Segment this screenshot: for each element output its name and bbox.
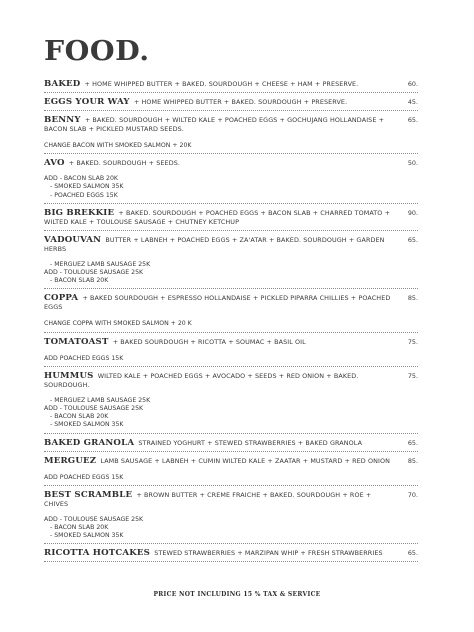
add-on-list bbox=[44, 397, 418, 430]
menu-item bbox=[44, 236, 418, 290]
menu-item-description: WILTED KALE + POACHED EGGS + AVOCADO + SEEDS + RED ONION + BAKED. SOURDOUGH. bbox=[44, 371, 359, 389]
menu-item-price: 65. bbox=[407, 549, 418, 558]
menu-item-description: + BAKED. SOURDOUGH + POACHED EGGS + BACON SLAB + CHARRED TOMATO + WILTED KALE + TOULOUSE SAUSAGE + CHUTNEY KETCHUP bbox=[44, 208, 391, 226]
menu-item bbox=[44, 372, 418, 434]
menu-item-price: 65. bbox=[407, 438, 418, 447]
menu-item-name: EGGS YOUR WAY bbox=[44, 97, 130, 107]
menu-item-description: BUTTER + LABNEH + POACHED EGGS + ZA'ATAR + BAKED. SOURDOUGH + GARDEN HERBS bbox=[44, 235, 385, 253]
menu-item-name: BAKED GRANOLA bbox=[44, 437, 135, 448]
page-title: FOOD. bbox=[44, 36, 150, 67]
menu-item-name: VADOUVAN bbox=[44, 234, 102, 245]
menu-item bbox=[44, 338, 418, 367]
menu-item bbox=[44, 457, 418, 486]
menu-item bbox=[44, 491, 418, 545]
menu-item-price: 85. bbox=[407, 456, 418, 465]
add-on-option: - BACON SLAB 20K bbox=[50, 524, 109, 532]
menu-item-description: + BAKED SOURDOUGH + RICOTTA + SOUMAC + BASIL OIL bbox=[112, 337, 306, 346]
menu-item-name: HUMMUS bbox=[44, 370, 94, 381]
menu-list bbox=[44, 80, 418, 567]
menu-item-name: BENNY bbox=[44, 115, 81, 125]
menu-item-price: 85. bbox=[407, 294, 418, 303]
add-on-list bbox=[44, 175, 418, 200]
add-on-option: - BACON SLAB 20K bbox=[50, 413, 109, 421]
menu-item-name: BAKED bbox=[44, 79, 81, 89]
add-on-option: ADD - TOULOUSE SAUSAGE 25K bbox=[44, 269, 144, 277]
add-on-option: - POACHED EGGS 15K bbox=[50, 191, 118, 199]
menu-item bbox=[44, 549, 418, 562]
menu-item-price: 65. bbox=[407, 116, 418, 124]
menu-item-description: + BAKED. SOURDOUGH + SEEDS. bbox=[68, 159, 181, 168]
add-on-option: - SMOKED SALMON 35K bbox=[50, 532, 124, 540]
menu-item-name: AVO bbox=[44, 158, 65, 169]
menu-item-description: STEWED STRAWBERRIES + MARZIPAN WHIP + FRESH STRAWBERRIES bbox=[154, 549, 383, 558]
menu-item-name: COPPA bbox=[44, 293, 79, 304]
menu-item bbox=[44, 209, 418, 231]
menu-item-price: 60. bbox=[407, 80, 418, 88]
menu-item-price: 65. bbox=[407, 235, 418, 244]
menu-item-description: LAMB SAUSAGE + LABNEH + CUMIN WILTED KALE + ZAATAR + MUSTARD + RED ONION bbox=[100, 456, 390, 465]
menu-item-description: + HOME WHIPPED BUTTER + BAKED. SOURDOUGH + CHEESE + HAM + PRESERVE. bbox=[84, 80, 359, 88]
menu-item bbox=[44, 116, 418, 154]
menu-item-description: + BAKED SOURDOUGH + ESPRESSO HOLLANDAISE + PICKLED PIPARRA CHILLIES + POACHED EGGS bbox=[44, 294, 391, 312]
add-on-list bbox=[44, 516, 418, 541]
menu-item-price: 90. bbox=[407, 208, 418, 217]
menu-item bbox=[44, 439, 418, 452]
footer-note: PRICE NOT INCLUDING 15 % TAX & SERVICE bbox=[153, 591, 321, 598]
menu-item-note: CHANGE BACON WITH SMOKED SALMON + 20K bbox=[44, 142, 192, 149]
menu-item-name: RICOTTA HOTCAKES bbox=[44, 548, 151, 559]
add-on-option: ADD - TOULOUSE SAUSAGE 25K bbox=[44, 515, 144, 523]
add-on-option: - SMOKED SALMON 35K bbox=[50, 421, 124, 429]
menu-item-description: + HOME WHIPPED BUTTER + BAKED. SOURDOUGH + PRESERVE. bbox=[133, 98, 348, 106]
menu-item-description: STRAINED YOGHURT + STEWED STRAWBERRIES + BAKED GRANOLA bbox=[138, 438, 363, 447]
menu-item bbox=[44, 294, 418, 332]
add-on-option: ADD - TOULOUSE SAUSAGE 25K bbox=[44, 405, 144, 413]
menu-item-price: 50. bbox=[407, 159, 418, 168]
add-on-option: - MERGUEZ LAMB SAUSAGE 25K bbox=[50, 260, 151, 268]
menu-item-description: + BAKED. SOURDOUGH + WILTED KALE + POACHED EGGS + GOCHUJANG HOLLANDAISE + BACON SLAB + PICKLED MUSTARD SEEDS. bbox=[44, 116, 385, 133]
menu-item-description: + BROWN BUTTER + CREME FRAICHE + BAKED. SOURDOUGH + ROE + CHIVES bbox=[44, 490, 372, 508]
menu-item-price: 45. bbox=[407, 98, 418, 106]
menu-item bbox=[44, 159, 418, 204]
menu-item bbox=[44, 98, 418, 111]
menu-item-price: 75. bbox=[407, 337, 418, 346]
menu-item-note: ADD POACHED EGGS 15K bbox=[44, 354, 124, 362]
menu-item-name: MERGUEZ bbox=[44, 455, 97, 466]
add-on-option: - MERGUEZ LAMB SAUSAGE 25K bbox=[50, 396, 151, 404]
menu-item-name: BIG BREKKIE bbox=[44, 207, 115, 218]
menu-item bbox=[44, 80, 418, 93]
menu-item-price: 75. bbox=[407, 371, 418, 380]
add-on-option: ADD - BACON SLAB 20K bbox=[44, 175, 118, 183]
menu-item-note: CHANGE COPPA WITH SMOKED SALMON + 20 K bbox=[44, 320, 192, 328]
add-on-list bbox=[44, 261, 418, 286]
add-on-option: - BACON SLAB 20K bbox=[50, 277, 109, 285]
menu-item-name: BEST SCRAMBLE bbox=[44, 489, 133, 500]
menu-item-price: 70. bbox=[407, 490, 418, 499]
menu-item-name: TOMATOAST bbox=[44, 336, 109, 347]
add-on-option: - SMOKED SALMON 35K bbox=[50, 183, 124, 191]
menu-item-note: ADD POACHED EGGS 15K bbox=[44, 473, 124, 481]
